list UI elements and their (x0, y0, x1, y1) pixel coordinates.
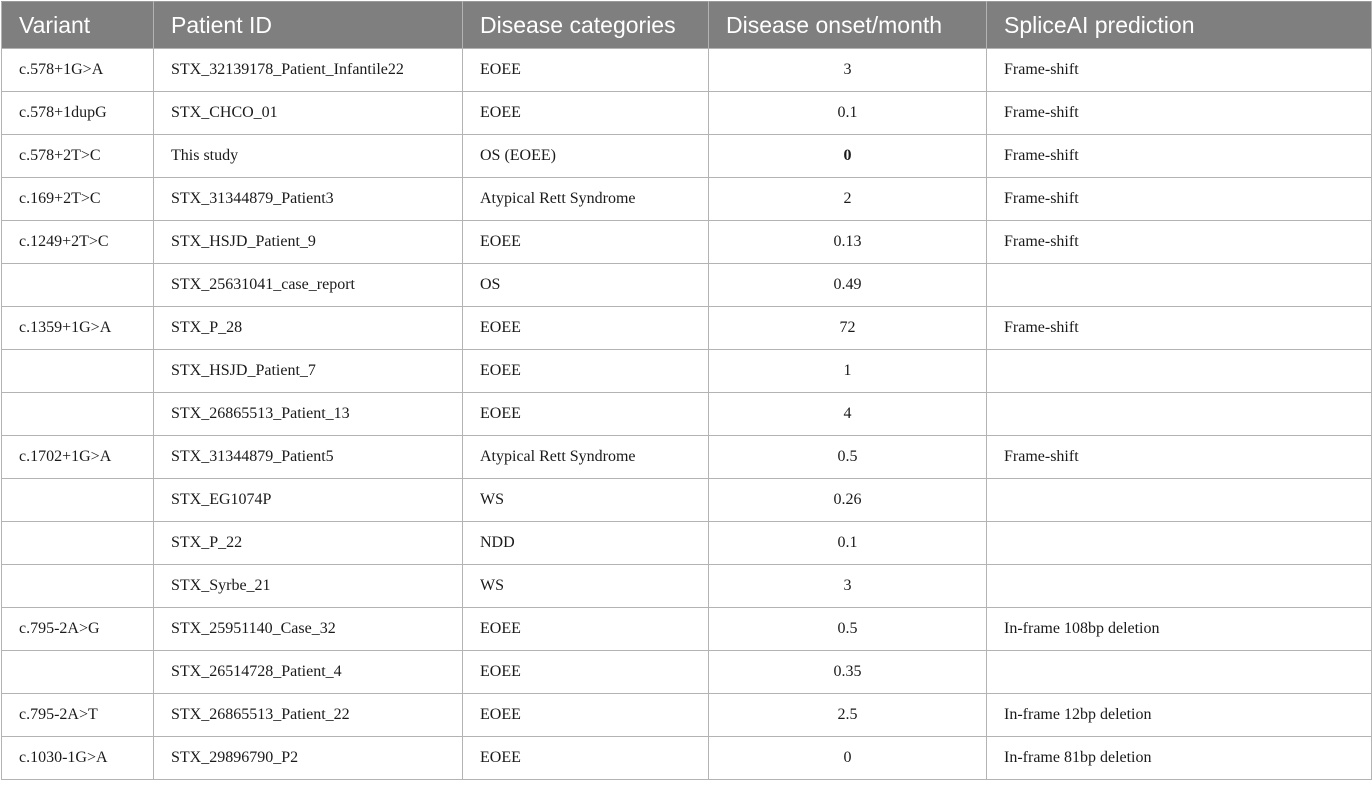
table-row (2, 221, 1372, 264)
cell-patient-id: STX_P_22 (154, 522, 463, 565)
cell-variant: c.1030-1G>A (2, 737, 154, 780)
cell-disease-category: WS (463, 565, 709, 608)
cell-patient-id: STX_25951140_Case_32 (154, 608, 463, 651)
cell-prediction: In-frame 12bp deletion (987, 694, 1372, 737)
cell-disease-category: Atypical Rett Syndrome (463, 436, 709, 479)
cell-onset: 0.5 (709, 608, 987, 651)
cell-onset: 2 (709, 178, 987, 221)
header-disease-onset: Disease onset/month (709, 2, 987, 49)
cell-patient-id: STX_CHCO_01 (154, 92, 463, 135)
cell-prediction (987, 350, 1372, 393)
cell-onset: 0.1 (709, 92, 987, 135)
header-row (2, 2, 1372, 49)
cell-patient-id: STX_Syrbe_21 (154, 565, 463, 608)
table-row (2, 350, 1372, 393)
cell-onset: 72 (709, 307, 987, 350)
cell-variant (2, 522, 154, 565)
cell-prediction (987, 651, 1372, 694)
cell-disease-category: EOEE (463, 651, 709, 694)
cell-prediction: Frame-shift (987, 307, 1372, 350)
cell-disease-category: OS (463, 264, 709, 307)
cell-disease-category: EOEE (463, 221, 709, 264)
cell-patient-id: STX_31344879_Patient5 (154, 436, 463, 479)
table-row (2, 393, 1372, 436)
cell-disease-category: EOEE (463, 92, 709, 135)
cell-onset: 0.35 (709, 651, 987, 694)
table-row (2, 651, 1372, 694)
cell-variant (2, 565, 154, 608)
cell-variant (2, 393, 154, 436)
cell-prediction (987, 264, 1372, 307)
cell-onset: 0 (709, 737, 987, 780)
cell-onset: 0.49 (709, 264, 987, 307)
cell-disease-category: OS (EOEE) (463, 135, 709, 178)
table-row (2, 608, 1372, 651)
cell-prediction: Frame-shift (987, 92, 1372, 135)
cell-disease-category: EOEE (463, 307, 709, 350)
cell-patient-id: STX_25631041_case_report (154, 264, 463, 307)
header-spliceai-prediction: SpliceAI prediction (987, 2, 1372, 49)
table-row (2, 436, 1372, 479)
cell-disease-category: WS (463, 479, 709, 522)
cell-prediction: In-frame 81bp deletion (987, 737, 1372, 780)
cell-variant: c.795-2A>G (2, 608, 154, 651)
cell-variant: c.1359+1G>A (2, 307, 154, 350)
cell-onset: 4 (709, 393, 987, 436)
table-row (2, 737, 1372, 780)
cell-disease-category: EOEE (463, 350, 709, 393)
cell-onset: 3 (709, 49, 987, 92)
cell-disease-category: Atypical Rett Syndrome (463, 178, 709, 221)
cell-variant: c.169+2T>C (2, 178, 154, 221)
cell-prediction: In-frame 108bp deletion (987, 608, 1372, 651)
cell-onset: 3 (709, 565, 987, 608)
cell-patient-id: This study (154, 135, 463, 178)
cell-patient-id: STX_29896790_P2 (154, 737, 463, 780)
cell-patient-id: STX_EG1074P (154, 479, 463, 522)
cell-variant: c.795-2A>T (2, 694, 154, 737)
header-disease-categories: Disease categories (463, 2, 709, 49)
cell-disease-category: EOEE (463, 393, 709, 436)
table-row (2, 307, 1372, 350)
cell-variant: c.578+1G>A (2, 49, 154, 92)
table-row (2, 694, 1372, 737)
cell-variant: c.1249+2T>C (2, 221, 154, 264)
cell-variant: c.578+2T>C (2, 135, 154, 178)
cell-patient-id: STX_HSJD_Patient_7 (154, 350, 463, 393)
cell-patient-id: STX_31344879_Patient3 (154, 178, 463, 221)
cell-patient-id: STX_26514728_Patient_4 (154, 651, 463, 694)
cell-variant (2, 264, 154, 307)
table-row (2, 135, 1372, 178)
cell-prediction: Frame-shift (987, 436, 1372, 479)
table-row (2, 522, 1372, 565)
cell-prediction (987, 565, 1372, 608)
cell-prediction (987, 522, 1372, 565)
cell-onset: 0 (709, 135, 987, 178)
cell-patient-id: STX_32139178_Patient_Infantile22 (154, 49, 463, 92)
header-patient-id: Patient ID (154, 2, 463, 49)
cell-onset: 2.5 (709, 694, 987, 737)
cell-onset: 0.5 (709, 436, 987, 479)
cell-disease-category: EOEE (463, 49, 709, 92)
cell-patient-id: STX_HSJD_Patient_9 (154, 221, 463, 264)
cell-onset: 0.26 (709, 479, 987, 522)
cell-onset: 0.13 (709, 221, 987, 264)
cell-variant (2, 350, 154, 393)
table-row (2, 479, 1372, 522)
cell-disease-category: EOEE (463, 694, 709, 737)
variant-table (1, 1, 1372, 780)
cell-variant (2, 479, 154, 522)
cell-patient-id: STX_26865513_Patient_22 (154, 694, 463, 737)
cell-onset: 1 (709, 350, 987, 393)
header-variant: Variant (2, 2, 154, 49)
table-body (2, 49, 1372, 780)
cell-prediction: Frame-shift (987, 49, 1372, 92)
cell-patient-id: STX_26865513_Patient_13 (154, 393, 463, 436)
table-row (2, 178, 1372, 221)
cell-prediction (987, 393, 1372, 436)
cell-variant: c.578+1dupG (2, 92, 154, 135)
cell-disease-category: EOEE (463, 737, 709, 780)
table-row (2, 49, 1372, 92)
cell-prediction (987, 479, 1372, 522)
cell-disease-category: EOEE (463, 608, 709, 651)
cell-variant: c.1702+1G>A (2, 436, 154, 479)
cell-prediction: Frame-shift (987, 178, 1372, 221)
cell-onset: 0.1 (709, 522, 987, 565)
cell-disease-category: NDD (463, 522, 709, 565)
cell-patient-id: STX_P_28 (154, 307, 463, 350)
table-row (2, 264, 1372, 307)
table-row (2, 92, 1372, 135)
cell-prediction: Frame-shift (987, 221, 1372, 264)
cell-prediction: Frame-shift (987, 135, 1372, 178)
cell-variant (2, 651, 154, 694)
table-header (2, 2, 1372, 49)
table-row (2, 565, 1372, 608)
